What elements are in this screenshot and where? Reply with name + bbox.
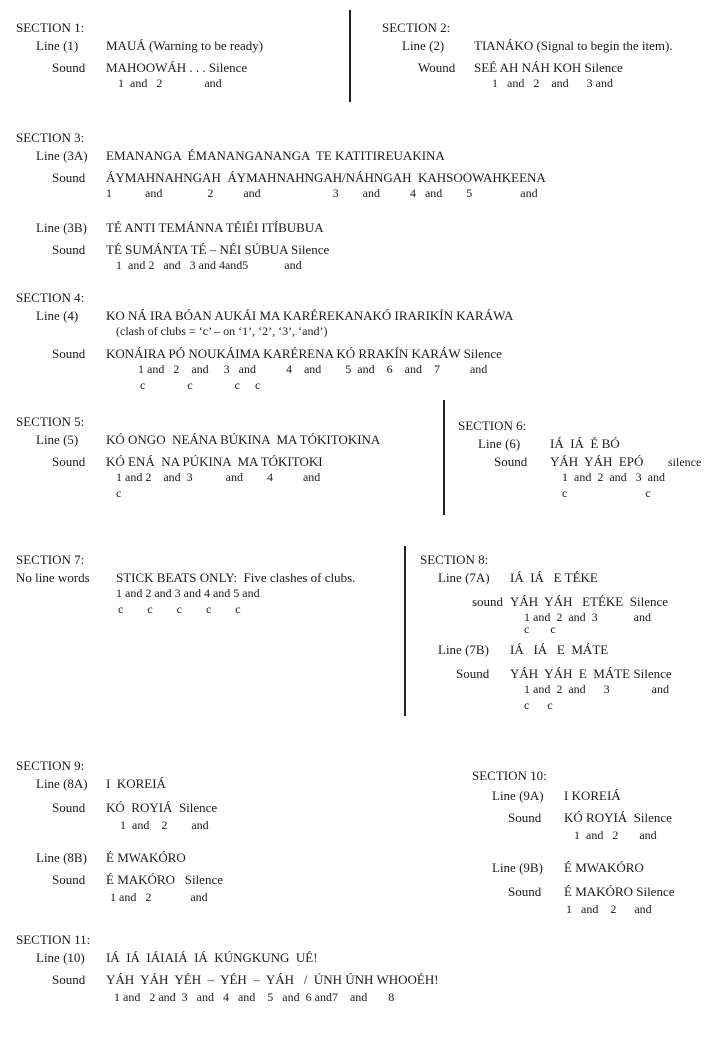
section-6-sound-label: Sound	[494, 454, 528, 469]
section-7-line-label: No line words	[16, 570, 90, 585]
section-4-title: SECTION 4:	[16, 290, 85, 305]
section-3-sound-3b-text: TÉ SUMÁNTA TÉ – NÉI SÚBUA Silence	[106, 242, 330, 257]
section-3-sound-3a-label: Sound	[52, 170, 86, 185]
section-8-sound-7b-label: Sound	[456, 666, 490, 681]
section-3-sound-3a-text: ÁYMAHNAHNGAH ÁYMAHNAHNGAH/NÁHNGAH KAHSOOWAHKEENA	[106, 170, 546, 185]
section-7-title: SECTION 7:	[16, 552, 85, 567]
section-10-line-9b-label: Line (9B)	[492, 860, 543, 875]
section-6-clashes: c c	[562, 486, 651, 500]
section-3-beats-3a: 1 and 2 and 3 and 4 and 5 and	[106, 186, 538, 200]
section-2-line-text: TIANÁKO (Signal to begin the item).	[474, 38, 673, 53]
section-7-clashes: c c c c c	[118, 602, 241, 616]
section-5-sound-label: Sound	[52, 454, 86, 469]
section-8-beats-7a: 1 and 2 and 3 and	[524, 610, 651, 624]
section-5-title: SECTION 5:	[16, 414, 85, 429]
section-3-title: SECTION 3:	[16, 130, 85, 145]
section-1-beats: 1 and 2 and	[118, 76, 222, 90]
section-11-beats: 1 and 2 and 3 and 4 and 5 and 6 and7 and 8	[114, 990, 395, 1004]
section-6-beats: 1 and 2 and 3 and	[562, 470, 665, 484]
section-2-title: SECTION 2:	[382, 20, 451, 35]
section-9-line-8b-label: Line (8B)	[36, 850, 87, 865]
section-6-sound-suffix: silence	[668, 455, 702, 469]
section-6-title: SECTION 6:	[458, 418, 527, 433]
section-5-clashes: c	[116, 486, 122, 500]
section-6-sound-text: YÁH YÁH EPÓ	[550, 454, 644, 469]
section-9-beats-8b: 1 and 2 and	[110, 890, 208, 904]
section-9-beats-8a: 1 and 2 and	[120, 818, 209, 832]
section-8-beats-7b: 1 and 2 and 3 and	[524, 682, 669, 696]
section-8-clashes-7a: c c	[524, 622, 556, 636]
section-1-sound-text: MAHOOWÁH . . . Silence	[106, 60, 248, 75]
section-4-clash-note: (clash of clubs = ‘c’ – on ‘1’, ‘2’, ‘3’, ‘and’)	[116, 324, 328, 338]
section-5-sound-text: KÓ ENÁ NA PÚKINA MA TÓKITOKI	[106, 454, 323, 469]
section-4-sound-text: KONÁIRA PÓ NOUKÁIMA KARÉRENA KÓ RRAKÍN KARÁW Silence	[106, 346, 502, 361]
section-2-line-label: Line (2)	[402, 38, 445, 53]
section-1-line-text: MAUÁ (Warning to be ready)	[106, 38, 264, 53]
section-8-title: SECTION 8:	[420, 552, 489, 567]
section-6-line-label: Line (6)	[478, 436, 521, 451]
section-2-sound-label: Wound	[418, 60, 456, 75]
section-8-line-7a-text: IÁ IÁ E TÉKE	[510, 570, 598, 585]
section-3-line-3a-label: Line (3A)	[36, 148, 88, 163]
section-10-sound-9b-text: É MAKÓRO Silence	[564, 884, 675, 899]
section-8-sound-7a-text: YÁH YÁH ETÉKE Silence	[510, 594, 669, 609]
section-7-line-text: STICK BEATS ONLY: Five clashes of clubs.	[116, 570, 356, 585]
column-divider-2	[443, 400, 445, 515]
column-divider-1	[349, 10, 351, 102]
section-4-line-text: KO NÁ IRA BÓAN AUKÁI MA KARÉREKANAKÓ IRARIKÍN KARÁWA	[106, 308, 514, 323]
section-9-sound-8a-text: KÓ ROYIÁ Silence	[106, 800, 218, 815]
section-1-title: SECTION 1:	[16, 20, 85, 35]
section-5-beats: 1 and 2 and 3 and 4 and	[116, 470, 321, 484]
section-3-line-3b-text: TÉ ANTI TEMÁNNA TÉIÉI ITÍBUBUA	[106, 220, 324, 235]
section-1-sound-label: Sound	[52, 60, 86, 75]
section-2-sound-text: SEÉ AH NÁH KOH Silence	[474, 60, 623, 75]
section-10-beats-9a: 1 and 2 and	[574, 828, 657, 842]
section-4-sound-label: Sound	[52, 346, 86, 361]
section-8-clashes-7b: c c	[524, 698, 553, 712]
section-10-sound-9a-label: Sound	[508, 810, 542, 825]
section-9-line-8a-label: Line (8A)	[36, 776, 88, 791]
section-5-line-label: Line (5)	[36, 432, 79, 447]
section-11-line-text: IÁ IÁ IÁIAIÁ IÁ KÚNGKUNG UÉ!	[106, 950, 318, 965]
section-10-sound-9a-text: KÓ ROYIÁ Silence	[564, 810, 672, 825]
section-4-clashes: c c c c	[140, 378, 261, 392]
section-8-sound-7b-text: YÁH YÁH E MÁTE Silence	[510, 666, 672, 681]
section-2-beats: 1 and 2 and 3 and	[492, 76, 613, 90]
section-10-line-9a-label: Line (9A)	[492, 788, 544, 803]
section-3-beats-3b: 1 and 2 and 3 and 4and5 and	[116, 258, 302, 272]
section-7-beats: 1 and 2 and 3 and 4 and 5 and	[116, 586, 260, 600]
section-8-line-7b-label: Line (7B)	[438, 642, 489, 657]
section-3-line-3b-label: Line (3B)	[36, 220, 87, 235]
section-3-sound-3b-label: Sound	[52, 242, 86, 257]
section-10-beats-9b: 1 and 2 and	[566, 902, 652, 916]
section-10-line-9b-text: É MWAKÓRO	[564, 860, 644, 875]
section-3-line-3a-text: EMANANGA ÉMANANGANANGA TE KATITIREUAKINA	[106, 148, 445, 163]
section-9-sound-8b-label: Sound	[52, 872, 86, 887]
section-9-line-8b-text: É MWAKÓRO	[106, 850, 186, 865]
section-10-line-9a-text: I KOREIÁ	[564, 788, 621, 803]
section-9-line-8a-text: I KOREIÁ	[106, 776, 166, 791]
section-9-title: SECTION 9:	[16, 758, 85, 773]
section-6-line-text: IÁ IÁ É BÓ	[550, 436, 620, 451]
section-10-sound-9b-label: Sound	[508, 884, 542, 899]
section-8-line-7a-label: Line (7A)	[438, 570, 490, 585]
section-8-sound-7a-label: sound	[472, 594, 504, 609]
section-11-line-label: Line (10)	[36, 950, 85, 965]
section-10-title: SECTION 10:	[472, 768, 547, 783]
section-9-sound-8a-label: Sound	[52, 800, 86, 815]
section-4-beats: 1 and 2 and 3 and 4 and 5 and 6 and 7 and	[138, 362, 488, 376]
section-4-line-label: Line (4)	[36, 308, 79, 323]
column-divider-3	[404, 546, 406, 716]
section-11-title: SECTION 11:	[16, 932, 91, 947]
section-8-line-7b-text: IÁ IÁ E MÁTE	[510, 642, 609, 657]
section-11-sound-label: Sound	[52, 972, 86, 987]
section-11-sound-text: YÁH YÁH YÉH – YÉH – YÁH / ÚNH ÚNH WHOOÉH!	[106, 972, 439, 987]
section-5-line-text: KÓ ONGO NEÁNA BÚKINA MA TÓKITOKINA	[106, 432, 381, 447]
section-1-line-label: Line (1)	[36, 38, 79, 53]
section-9-sound-8b-text: É MAKÓRO Silence	[106, 872, 223, 887]
